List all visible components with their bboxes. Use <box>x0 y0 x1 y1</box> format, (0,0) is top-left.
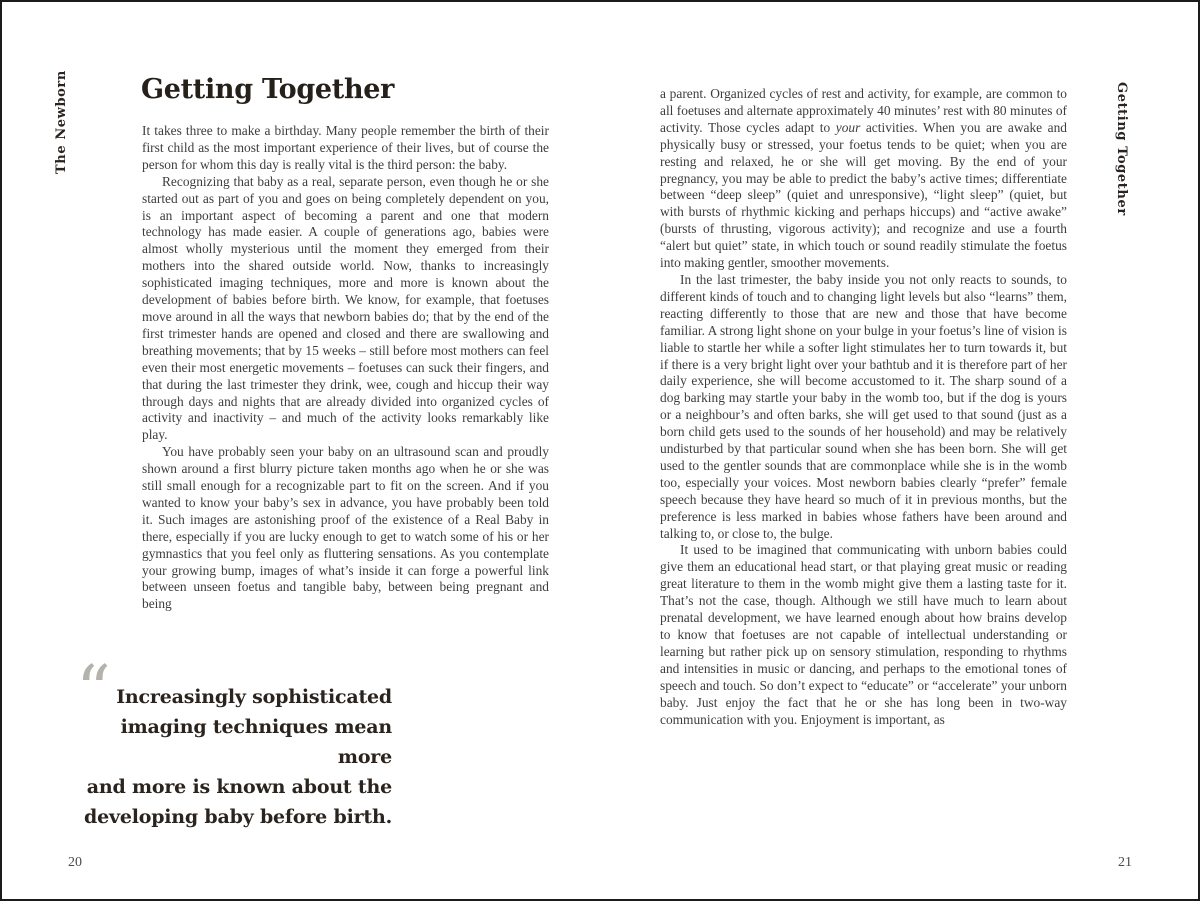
pull-quote-line: imaging techniques mean more <box>120 716 392 768</box>
paragraph: Recognizing that baby as a real, separate person, even though he or she started out as part of you and goes on being completely dependent on you, is an important aspect of becoming a parent and one that modern technology has made easier. A couple of generations ago, babies were almost wholly mysterious until the moment they emerged from their mothers into the shared outside world. Now, thanks to increasingly sophisticated imaging techniques, more and more is known about the development of babies before birth. We know, for example, that foetuses move around in all the ways that newborn babies do; that by the end of the first trimester hands are opened and closed and there are swallowing and breathing movements; that by 15 weeks – still before most mothers can feel even their most energetic movements – foetuses can suck their fingers, and that during the last trimester they drink, wee, cough and hiccup their way through days and nights that are already divided into organized cycles of activity and inactivity – and much of the activity looks remarkably like play. <box>142 173 549 443</box>
paragraph: It used to be imagined that communicating with unborn babies could give them an educational head start, or that playing great music or reading great literature to them in the womb might give them a lasting taste for it. That’s not the case, though. Although we still have much to learn about prenatal development, we have learned enough about how brains develop to know that foetuses are not capable of intellectual understanding or learning but rather pick up on sensory stimulation, responding to rhythms and intensities in music or dancing, and perhaps to the emotional tones of speech and touch. So don’t expect to “educate” or “accelerate” your unborn baby. Just enjoy the fact that he or she has long been in two-way communication with you. Enjoyment is important, as <box>660 542 1067 727</box>
paragraph: a parent. Organized cycles of rest and activity, for example, are common to all foetuses and alternate approximately 40 minutes’ rest with 80 minutes of activity. Those cycles adapt to your activities. When you are awake and physically busy or stressed, your foetus tends to be quiet; when you are resting and relaxed, he or she will get moving. By the end of your pregnancy, you may be able to predict the baby’s active times; differentiate between “deep sleep” (quiet and unresponsive), “light sleep” (quiet, but with bursts of rhythmic kicking and perhaps hiccups) and “active awake” (bursts of thrusting, vigorous activity); and recognize and use a fourth “alert but quiet” state, in which touch or sound readily stimulate the foetus into making gentler, smoother movements. <box>660 86 1067 271</box>
paragraph: It takes three to make a birthday. Many people remember the birth of their first child as the most important experience of their lives, but of course the person for whom this day is really vital is the third person: the baby. <box>142 123 549 172</box>
right-margin-label: Getting Together <box>1114 82 1129 216</box>
paragraph: You have probably seen your baby on an ultrasound scan and proudly shown around a first blurry picture taken months ago when he or she was still small enough for a recognizable part to fit on the screen. And if you wanted to know your baby’s sex in advance, you have probably been told it. Such images are astonishing proof of the existence of a Real Baby in there, especially if you are lucky enough to get to watch some of his or her gymnastics that you feel only as fluttering sensations. As you contemplate your growing bump, images of what’s inside it can forge a powerful link between unseen foetus and tangible baby, between being pregnant and being <box>142 444 549 612</box>
right-body-text <box>660 86 1067 728</box>
page-number-right: 21 <box>1118 855 1132 870</box>
pull-quote-line: developing baby before birth. <box>84 806 392 828</box>
pull-quote-line: Increasingly sophisticated <box>116 686 392 708</box>
pull-quote-line: and more is known about the <box>86 776 392 798</box>
left-body-text <box>142 123 549 613</box>
pull-quote-text <box>74 666 392 832</box>
page-number-left: 20 <box>68 855 82 870</box>
chapter-heading: Getting Together <box>141 74 395 105</box>
left-margin-label: The Newborn <box>54 70 69 174</box>
paragraph: In the last trimester, the baby inside you not only reacts to sounds, to different kinds of touch and to changing light levels but also “learns” them, reacting differently to those that are new and those that have become familiar. A strong light shone on your bulge in your foetus’s line of vision is liable to startle her while a softer light stimulates her to turn towards it, but if there is a very bright light over your bathtub and it is therefore part of her daily experience, she will become accustomed to it. The sharp sound of a dog barking may startle your baby in the womb too, but if the dog is yours or a neighbour’s and often barks, she will get used to that sound (just as a born child gets used to the sounds of her household) and may be relatively undisturbed by that particular sound when she has been born. She will get used to the gentler sounds that are commonplace while she is in the womb too, especially your voices. Most newborn babies clearly “prefer” female speech because they have heard so much of it in previous months, but the preference is less marked in babies whose fathers have been around and talking to, or close to, the bulge. <box>660 271 1067 541</box>
pull-quote <box>74 652 392 832</box>
quote-mark-icon: “ <box>76 652 111 731</box>
